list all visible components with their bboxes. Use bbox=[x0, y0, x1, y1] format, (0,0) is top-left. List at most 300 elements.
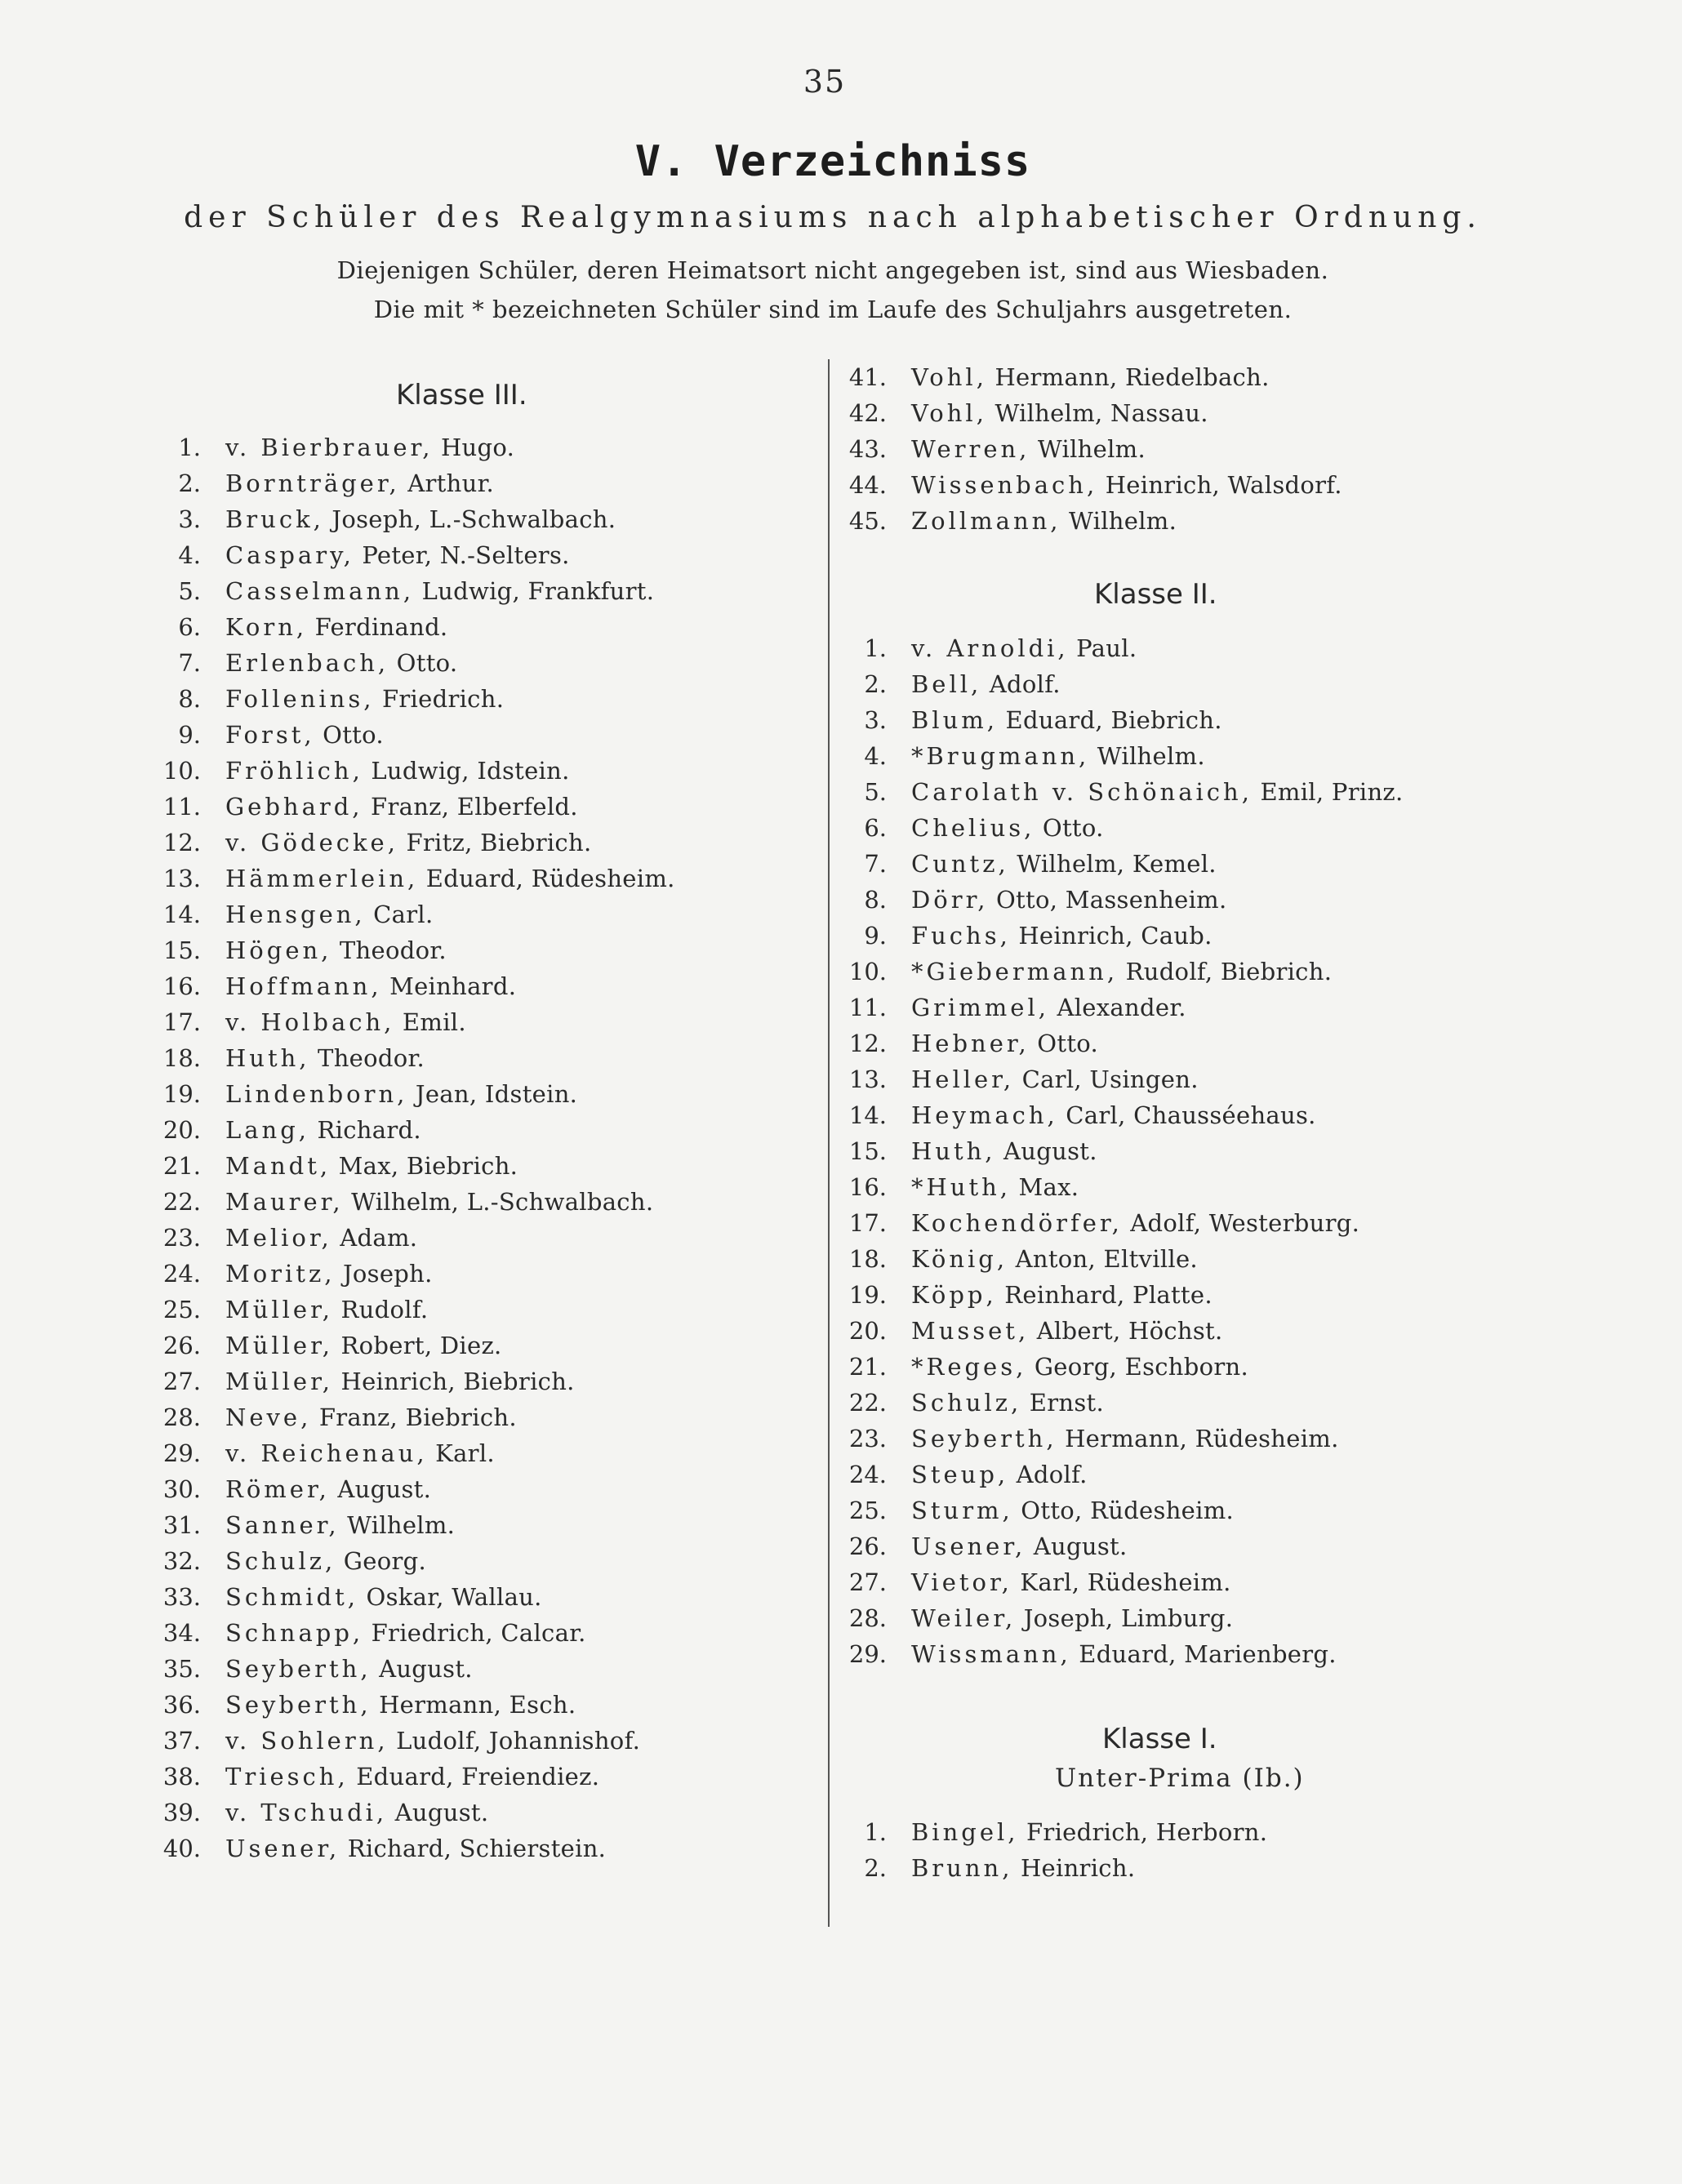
student-surname: Seyberth, bbox=[225, 1655, 372, 1683]
student-surname: Wissenbach, bbox=[911, 471, 1098, 499]
student-number: 1. bbox=[864, 634, 887, 662]
student-row bbox=[155, 789, 808, 825]
student-row bbox=[841, 1277, 1511, 1313]
student-details: August. bbox=[1026, 1532, 1128, 1560]
student-details: Wilhelm, L.-Schwalbach. bbox=[343, 1188, 654, 1216]
student-row bbox=[155, 1328, 808, 1363]
student-surname: Schmidt, bbox=[225, 1583, 358, 1611]
student-row bbox=[155, 429, 808, 465]
student-surname: Müller, bbox=[225, 1368, 333, 1395]
student-row bbox=[841, 359, 1511, 395]
student-row bbox=[841, 1814, 1511, 1850]
student-row bbox=[155, 1040, 808, 1076]
student-row bbox=[155, 1256, 808, 1292]
student-number: 33. bbox=[162, 1583, 201, 1611]
student-surname: Seyberth, bbox=[911, 1425, 1057, 1452]
student-number: 20. bbox=[162, 1116, 201, 1144]
student-number: 15. bbox=[162, 936, 201, 964]
student-details: Karl, Rüdesheim. bbox=[1012, 1568, 1231, 1596]
page-title: V. Verzeichniss bbox=[634, 137, 1031, 186]
student-surname: Erlenbach, bbox=[225, 649, 389, 677]
student-details: August. bbox=[995, 1137, 1097, 1165]
student-number: 1. bbox=[864, 1818, 887, 1846]
student-row bbox=[155, 1184, 808, 1220]
student-row bbox=[841, 1133, 1511, 1169]
student-row bbox=[841, 882, 1511, 918]
student-number: 19. bbox=[848, 1281, 887, 1309]
student-row bbox=[155, 1723, 808, 1759]
student-row bbox=[155, 1615, 808, 1651]
student-surname: Caspary, bbox=[225, 541, 354, 569]
student-details: Ludwig, Idstein. bbox=[363, 757, 570, 785]
klasse-iii-heading: Klasse III. bbox=[396, 379, 527, 411]
student-row bbox=[841, 1421, 1511, 1457]
student-details: August. bbox=[371, 1655, 473, 1683]
student-surname: Heymach, bbox=[911, 1101, 1058, 1129]
klasse-iii-list bbox=[155, 429, 808, 1866]
student-number: 29. bbox=[162, 1439, 201, 1467]
student-surname: Casselmann, bbox=[225, 577, 415, 605]
student-row bbox=[155, 861, 808, 896]
student-details: Anton, Eltville. bbox=[1008, 1245, 1198, 1273]
student-details: Karl. bbox=[427, 1439, 495, 1467]
student-surname: Triesch, bbox=[225, 1763, 349, 1790]
student-details: Theodor. bbox=[332, 936, 447, 964]
student-number: 18. bbox=[848, 1245, 887, 1273]
student-surname: Sanner, bbox=[225, 1511, 340, 1539]
student-row bbox=[841, 990, 1511, 1025]
student-number: 21. bbox=[848, 1353, 887, 1381]
student-row bbox=[841, 1850, 1511, 1886]
student-number: 28. bbox=[848, 1604, 887, 1632]
student-details: Wilhelm. bbox=[1030, 435, 1146, 463]
student-row bbox=[155, 1830, 808, 1866]
student-surname: Vohl, bbox=[911, 399, 987, 427]
student-surname: Schulz, bbox=[911, 1389, 1022, 1417]
student-surname: Bruck, bbox=[225, 505, 324, 533]
student-details: Carl, Chausséehaus. bbox=[1057, 1101, 1316, 1129]
student-surname: *Reges, bbox=[911, 1353, 1027, 1381]
student-details: Otto. bbox=[1029, 1030, 1099, 1057]
student-details: Otto. bbox=[389, 649, 458, 677]
student-details: Joseph, Limburg. bbox=[1016, 1604, 1234, 1632]
student-surname: König, bbox=[911, 1245, 1008, 1273]
student-number: 3. bbox=[864, 706, 887, 734]
student-details: Otto, Massenheim. bbox=[988, 886, 1227, 914]
student-row bbox=[155, 932, 808, 968]
student-row bbox=[841, 1097, 1511, 1133]
student-surname: Högen, bbox=[225, 936, 332, 964]
student-details: Franz, Biebrich. bbox=[311, 1403, 517, 1431]
student-surname: Köpp, bbox=[911, 1281, 997, 1309]
student-details: Hermann, Rüdesheim. bbox=[1057, 1425, 1339, 1452]
student-number: 22. bbox=[848, 1389, 887, 1417]
student-surname: Gebhard, bbox=[225, 793, 363, 821]
student-number: 42. bbox=[848, 399, 887, 427]
student-row bbox=[841, 738, 1511, 774]
student-details: Peter, N.-Selters. bbox=[354, 541, 570, 569]
student-number: 34. bbox=[162, 1619, 201, 1647]
student-number: 11. bbox=[162, 793, 201, 821]
student-row bbox=[841, 666, 1511, 702]
student-details: Joseph, L.-Schwalbach. bbox=[323, 505, 616, 533]
student-surname: Müller, bbox=[225, 1296, 333, 1323]
student-details: Ernst. bbox=[1021, 1389, 1105, 1417]
student-details: Meinhard. bbox=[381, 972, 517, 1000]
student-number: 32. bbox=[162, 1547, 201, 1575]
student-number: 26. bbox=[162, 1332, 201, 1359]
student-number: 13. bbox=[848, 1065, 887, 1093]
student-surname: Lang, bbox=[225, 1116, 310, 1144]
student-surname: Dörr, bbox=[911, 886, 989, 914]
student-details: Heinrich, Caub. bbox=[1010, 922, 1213, 950]
student-details: Paul. bbox=[1068, 634, 1137, 662]
student-surname: v. Reichenau, bbox=[225, 1439, 428, 1467]
student-number: 14. bbox=[162, 901, 201, 928]
student-details: Wilhelm. bbox=[339, 1511, 456, 1539]
student-row bbox=[841, 702, 1511, 738]
student-surname: *Huth, bbox=[911, 1173, 1012, 1201]
student-number: 24. bbox=[162, 1260, 201, 1288]
student-number: 45. bbox=[848, 507, 887, 535]
student-number: 7. bbox=[864, 850, 887, 878]
student-number: 27. bbox=[848, 1568, 887, 1596]
student-number: 28. bbox=[162, 1403, 201, 1431]
student-row bbox=[841, 774, 1511, 810]
student-number: 12. bbox=[162, 829, 201, 856]
student-number: 2. bbox=[864, 670, 887, 698]
student-number: 11. bbox=[848, 994, 887, 1021]
student-details: Eduard, Rüdesheim. bbox=[418, 865, 675, 892]
student-surname: v. Bierbrauer, bbox=[225, 434, 434, 461]
student-details: Hermann, Riedelbach. bbox=[986, 363, 1270, 391]
student-details: Fritz, Biebrich. bbox=[398, 829, 592, 856]
student-number: 24. bbox=[848, 1461, 887, 1488]
student-surname: Müller, bbox=[225, 1332, 333, 1359]
student-surname: Fuchs, bbox=[911, 922, 1011, 950]
student-row bbox=[841, 467, 1511, 503]
student-details: Adolf, Westerburg. bbox=[1122, 1209, 1360, 1237]
student-row bbox=[841, 1457, 1511, 1492]
student-row bbox=[841, 630, 1511, 666]
student-number: 18. bbox=[162, 1044, 201, 1072]
student-details: Carl. bbox=[365, 901, 434, 928]
student-row bbox=[841, 1061, 1511, 1097]
student-number: 10. bbox=[162, 757, 201, 785]
student-row bbox=[155, 1759, 808, 1795]
student-row bbox=[841, 954, 1511, 990]
student-number: 15. bbox=[848, 1137, 887, 1165]
student-number: 25. bbox=[162, 1296, 201, 1323]
student-number: 20. bbox=[848, 1317, 887, 1345]
student-surname: Huth, bbox=[225, 1044, 310, 1072]
student-number: 19. bbox=[162, 1080, 201, 1108]
student-number: 44. bbox=[848, 471, 887, 499]
student-details: Friedrich, Calcar. bbox=[363, 1619, 586, 1647]
student-details: Heinrich, Biebrich. bbox=[332, 1368, 575, 1395]
student-surname: Bingel, bbox=[911, 1818, 1019, 1846]
student-number: 7. bbox=[178, 649, 201, 677]
student-row bbox=[155, 1687, 808, 1723]
student-surname: Chelius, bbox=[911, 814, 1035, 842]
student-details: Theodor. bbox=[309, 1044, 425, 1072]
klasse-ii-heading: Klasse II. bbox=[1094, 578, 1217, 611]
klasse-i-heading: Klasse I. bbox=[1102, 1723, 1217, 1755]
student-row bbox=[841, 1492, 1511, 1528]
student-row bbox=[155, 645, 808, 681]
student-row bbox=[841, 1600, 1511, 1636]
student-details: Franz, Elberfeld. bbox=[363, 793, 578, 821]
student-row bbox=[841, 503, 1511, 539]
student-row bbox=[841, 846, 1511, 882]
student-details: Ferdinand. bbox=[307, 613, 448, 641]
student-row bbox=[841, 1313, 1511, 1349]
student-row bbox=[841, 1169, 1511, 1205]
student-details: Jean, Idstein. bbox=[407, 1080, 578, 1108]
student-surname: Mandt, bbox=[225, 1152, 332, 1180]
student-row bbox=[155, 1076, 808, 1112]
student-number: 38. bbox=[162, 1763, 201, 1790]
student-number: 4. bbox=[178, 541, 201, 569]
student-row bbox=[841, 1528, 1511, 1564]
klasse-i-list bbox=[841, 1814, 1511, 1886]
student-surname: Huth, bbox=[911, 1137, 996, 1165]
student-number: 36. bbox=[162, 1691, 201, 1719]
student-details: Albert, Höchst. bbox=[1029, 1317, 1223, 1345]
student-surname: Hämmerlein, bbox=[225, 865, 419, 892]
student-number: 37. bbox=[162, 1727, 201, 1755]
student-details: August. bbox=[329, 1475, 432, 1503]
page-subtitle: der Schüler des Realgymnasiums nach alphabetischer Ordnung. bbox=[184, 201, 1482, 234]
student-row bbox=[155, 573, 808, 609]
student-surname: Hensgen, bbox=[225, 901, 366, 928]
student-details: Heinrich. bbox=[1012, 1854, 1136, 1882]
student-surname: Hebner, bbox=[911, 1030, 1030, 1057]
student-row bbox=[155, 501, 808, 537]
student-surname: Korn, bbox=[225, 613, 308, 641]
student-surname: Melior, bbox=[225, 1224, 332, 1252]
student-row bbox=[841, 1205, 1511, 1241]
student-surname: Forst, bbox=[225, 721, 315, 749]
student-details: Wilhelm, Nassau. bbox=[986, 399, 1208, 427]
student-surname: Weiler, bbox=[911, 1604, 1017, 1632]
student-number: 23. bbox=[848, 1425, 887, 1452]
student-number: 30. bbox=[162, 1475, 201, 1503]
student-surname: Sturm, bbox=[911, 1497, 1013, 1524]
student-details: Hugo. bbox=[433, 434, 515, 461]
student-row bbox=[841, 1241, 1511, 1277]
note-heimatsort: Diejenigen Schüler, deren Heimatsort nicht angegeben ist, sind aus Wiesbaden. bbox=[336, 256, 1329, 284]
student-row bbox=[155, 1651, 808, 1687]
student-row bbox=[841, 1564, 1511, 1600]
student-details: Adam. bbox=[332, 1224, 418, 1252]
student-row bbox=[155, 1435, 808, 1471]
student-row bbox=[155, 1795, 808, 1830]
student-number: 21. bbox=[162, 1152, 201, 1180]
student-details: Otto, Rüdesheim. bbox=[1012, 1497, 1235, 1524]
student-details: Max, Biebrich. bbox=[331, 1152, 518, 1180]
student-row bbox=[841, 810, 1511, 846]
student-number: 4. bbox=[864, 742, 887, 770]
student-surname: Schulz, bbox=[225, 1547, 336, 1575]
student-number: 2. bbox=[178, 469, 201, 497]
student-number: 26. bbox=[848, 1532, 887, 1560]
student-row bbox=[155, 1507, 808, 1543]
student-number: 2. bbox=[864, 1854, 887, 1882]
student-row bbox=[155, 1148, 808, 1184]
student-details: Adolf. bbox=[981, 670, 1061, 698]
student-row bbox=[155, 717, 808, 753]
student-details: Ludwig, Frankfurt. bbox=[414, 577, 655, 605]
student-number: 14. bbox=[848, 1101, 887, 1129]
student-details: Carl, Usingen. bbox=[1014, 1065, 1199, 1093]
student-surname: Wissmann, bbox=[911, 1640, 1071, 1668]
student-row bbox=[155, 1363, 808, 1399]
student-surname: Werren, bbox=[911, 435, 1030, 463]
right-column bbox=[841, 359, 1511, 1886]
student-row bbox=[155, 1579, 808, 1615]
student-row bbox=[155, 896, 808, 932]
student-row bbox=[155, 825, 808, 861]
student-details: Rudolf. bbox=[332, 1296, 429, 1323]
student-surname: v. Sohlern, bbox=[225, 1727, 389, 1755]
student-details: Reinhard, Platte. bbox=[996, 1281, 1213, 1309]
student-surname: Follenins, bbox=[225, 685, 375, 713]
student-surname: Brunn, bbox=[911, 1854, 1013, 1882]
student-details: Max. bbox=[1011, 1173, 1079, 1201]
student-details: August. bbox=[387, 1799, 489, 1826]
student-surname: Seyberth, bbox=[225, 1691, 372, 1719]
student-number: 5. bbox=[864, 778, 887, 806]
student-row bbox=[841, 1636, 1511, 1672]
student-surname: *Giebermann, bbox=[911, 958, 1119, 985]
student-surname: Römer, bbox=[225, 1475, 330, 1503]
student-surname: Moritz, bbox=[225, 1260, 336, 1288]
student-details: Robert, Diez. bbox=[332, 1332, 502, 1359]
student-details: Wilhelm. bbox=[1061, 507, 1177, 535]
klasse-iii-list-continued bbox=[841, 359, 1511, 539]
student-details: Emil, Prinz. bbox=[1252, 778, 1404, 806]
student-row bbox=[155, 1112, 808, 1148]
student-surname: Vohl, bbox=[911, 363, 987, 391]
student-surname: Blum, bbox=[911, 706, 998, 734]
student-row bbox=[155, 1399, 808, 1435]
student-row bbox=[841, 1025, 1511, 1061]
student-details: Oskar, Wallau. bbox=[358, 1583, 542, 1611]
student-surname: v. Arnoldi, bbox=[911, 634, 1069, 662]
student-row bbox=[155, 1292, 808, 1328]
student-details: Otto. bbox=[1035, 814, 1104, 842]
student-row bbox=[155, 465, 808, 501]
student-details: Eduard, Marienberg. bbox=[1070, 1640, 1337, 1668]
student-row bbox=[155, 1220, 808, 1256]
page-number: 35 bbox=[803, 64, 847, 100]
student-surname: Maurer, bbox=[225, 1188, 344, 1216]
student-surname: Carolath v. Schönaich, bbox=[911, 778, 1253, 806]
student-details: Eduard, Freiendiez. bbox=[348, 1763, 600, 1790]
student-details: Heinrich, Walsdorf. bbox=[1097, 471, 1342, 499]
student-number: 9. bbox=[864, 922, 887, 950]
student-number: 23. bbox=[162, 1224, 201, 1252]
student-number: 39. bbox=[162, 1799, 201, 1826]
student-details: Georg, Eschborn. bbox=[1026, 1353, 1249, 1381]
student-details: Richard, Schierstein. bbox=[340, 1835, 607, 1862]
student-details: Rudolf, Biebrich. bbox=[1118, 958, 1333, 985]
student-number: 31. bbox=[162, 1511, 201, 1539]
student-number: 6. bbox=[864, 814, 887, 842]
student-surname: Musset, bbox=[911, 1317, 1030, 1345]
student-surname: Vietor, bbox=[911, 1568, 1012, 1596]
student-number: 29. bbox=[848, 1640, 887, 1668]
student-number: 25. bbox=[848, 1497, 887, 1524]
student-number: 13. bbox=[162, 865, 201, 892]
student-row bbox=[155, 609, 808, 645]
student-number: 12. bbox=[848, 1030, 887, 1057]
student-details: Ludolf, Johannishof. bbox=[388, 1727, 641, 1755]
student-details: Richard. bbox=[309, 1116, 421, 1144]
student-details: Alexander. bbox=[1048, 994, 1186, 1021]
student-number: 3. bbox=[178, 505, 201, 533]
student-surname: v. Gödecke, bbox=[225, 829, 398, 856]
student-surname: Usener, bbox=[911, 1532, 1026, 1560]
student-number: 41. bbox=[848, 363, 887, 391]
student-row bbox=[841, 918, 1511, 954]
student-surname: Hoffmann, bbox=[225, 972, 382, 1000]
student-surname: *Brugmann, bbox=[911, 742, 1090, 770]
student-number: 8. bbox=[178, 685, 201, 713]
student-surname: Kochendörfer, bbox=[911, 1209, 1123, 1237]
student-surname: Fröhlich, bbox=[225, 757, 363, 785]
student-number: 35. bbox=[162, 1655, 201, 1683]
student-details: Friedrich. bbox=[374, 685, 505, 713]
student-surname: Zollmann, bbox=[911, 507, 1061, 535]
note-ausgetreten: Die mit * bezeichneten Schüler sind im Laufe des Schuljahrs ausgetreten. bbox=[373, 296, 1293, 323]
student-surname: Heller, bbox=[911, 1065, 1015, 1093]
student-number: 6. bbox=[178, 613, 201, 641]
student-details: Joseph. bbox=[335, 1260, 433, 1288]
student-details: Emil. bbox=[394, 1008, 466, 1036]
student-number: 9. bbox=[178, 721, 201, 749]
student-number: 16. bbox=[848, 1173, 887, 1201]
student-row bbox=[155, 1004, 808, 1040]
student-number: 17. bbox=[848, 1209, 887, 1237]
student-details: Otto. bbox=[314, 721, 384, 749]
student-details: Arthur. bbox=[399, 469, 495, 497]
student-number: 43. bbox=[848, 435, 887, 463]
student-details: Friedrich, Herborn. bbox=[1018, 1818, 1268, 1846]
student-surname: Bornträger, bbox=[225, 469, 400, 497]
student-surname: Neve, bbox=[225, 1403, 312, 1431]
student-number: 1. bbox=[178, 434, 201, 461]
student-details: Wilhelm. bbox=[1089, 742, 1205, 770]
student-number: 8. bbox=[864, 886, 887, 914]
student-row bbox=[155, 753, 808, 789]
student-surname: Bell, bbox=[911, 670, 982, 698]
student-row bbox=[155, 1471, 808, 1507]
student-row bbox=[841, 395, 1511, 431]
klasse-iii-column bbox=[155, 379, 808, 1866]
student-surname: v. Tschudi, bbox=[225, 1799, 388, 1826]
student-details: Georg. bbox=[336, 1547, 427, 1575]
student-row bbox=[155, 1543, 808, 1579]
student-row bbox=[155, 968, 808, 1004]
student-number: 10. bbox=[848, 958, 887, 985]
student-row bbox=[155, 681, 808, 717]
student-surname: Steup, bbox=[911, 1461, 1009, 1488]
student-surname: Grimmel, bbox=[911, 994, 1049, 1021]
student-number: 16. bbox=[162, 972, 201, 1000]
student-row bbox=[155, 537, 808, 573]
